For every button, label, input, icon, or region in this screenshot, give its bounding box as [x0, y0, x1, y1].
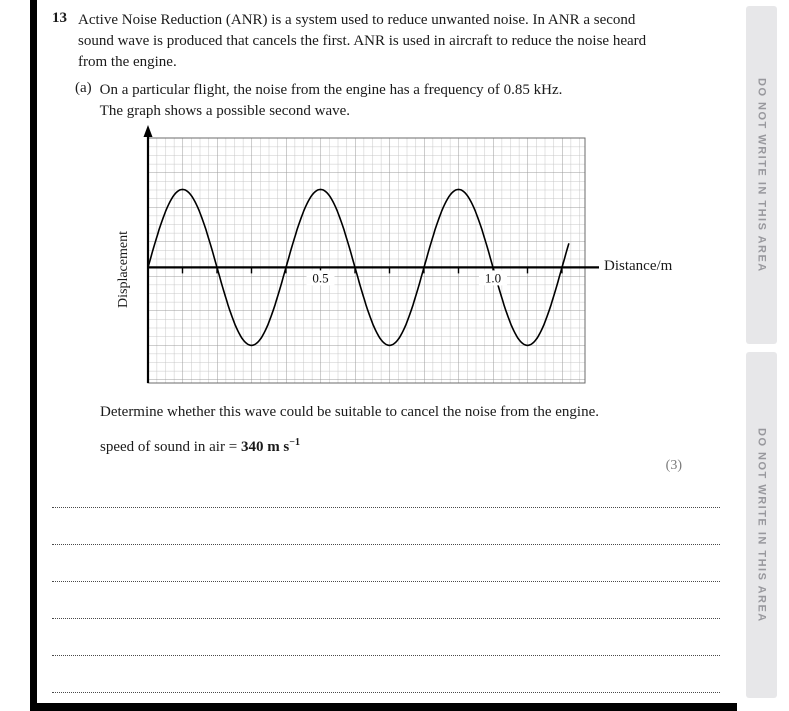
- do-not-write-strip-bottom: [746, 352, 777, 698]
- given-data: [100, 437, 300, 456]
- do-not-write-text: DO NOT WRITE IN THIS AREA: [755, 427, 768, 623]
- given-exponent: −1: [289, 437, 300, 448]
- graph-x-axis-label: Distance/m: [604, 258, 673, 274]
- answer-line[interactable]: [52, 508, 720, 545]
- answer-line[interactable]: [52, 582, 720, 619]
- do-not-write-text: DO NOT WRITE IN THIS AREA: [755, 77, 768, 273]
- y-axis-arrow-icon: [144, 125, 153, 137]
- answer-line[interactable]: [52, 545, 720, 582]
- given-label: speed of sound in air =: [100, 439, 241, 455]
- question-intro: Active Noise Reduction (ANR) is a system used to reduce unwanted noise. In ANR a second sound wave is produced that cancels the first. ANR is used in aircraft to reduce the noise heard from the engine.: [78, 12, 647, 70]
- answer-area: [52, 471, 720, 693]
- x-tick-label: 1.0: [484, 270, 502, 286]
- answer-line[interactable]: [52, 619, 720, 656]
- part-a-label: (a): [75, 80, 92, 96]
- given-value: 340 m s: [240, 439, 290, 455]
- question-number: 13: [52, 10, 67, 26]
- part-a-line1: On a particular flight, the noise from the engine has a frequency of 0.85 kHz.: [99, 82, 563, 98]
- wave-graph-svg: [138, 124, 608, 390]
- wave-graph: [116, 124, 673, 390]
- answer-line[interactable]: [52, 656, 720, 693]
- bottom-page-marker: [30, 703, 737, 711]
- answer-line[interactable]: [52, 471, 720, 508]
- grid-major: [148, 138, 585, 383]
- graph-y-axis-label: Displacement: [116, 231, 131, 309]
- left-page-marker: [30, 0, 37, 711]
- question-prompt: Determine whether this wave could be suitable to cancel the noise from the engine.: [100, 404, 599, 420]
- x-tick-label: 0.5: [312, 270, 329, 286]
- do-not-write-strip-top: [746, 6, 777, 344]
- part-a-line2: The graph shows a possible second wave.: [99, 103, 351, 119]
- marks-badge: (3): [665, 458, 682, 473]
